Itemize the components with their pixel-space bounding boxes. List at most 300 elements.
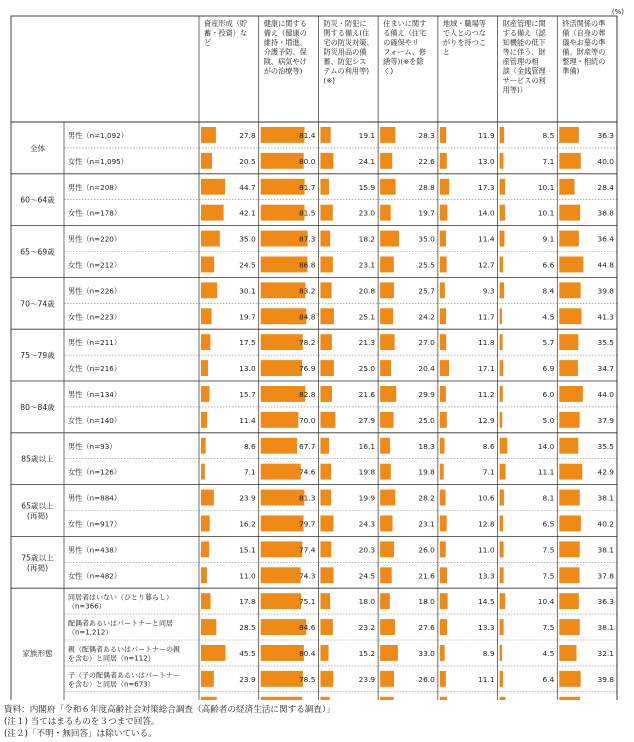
data-bar: [380, 412, 393, 428]
row-label: 男性（n=134）: [68, 389, 122, 399]
data-label: 13.3: [478, 623, 495, 633]
data-bar: [559, 567, 579, 583]
data-label: 39.8: [597, 674, 614, 684]
data-label: 12.8: [478, 519, 495, 529]
data-bar: [500, 308, 502, 324]
data-bar: [500, 516, 503, 532]
data-bar: [440, 308, 446, 324]
data-label: 86.8: [298, 260, 316, 270]
data-label: 11.1: [537, 467, 555, 477]
data-bar: [440, 412, 447, 428]
data-bar: [559, 127, 578, 143]
data-label: 44.8: [597, 260, 614, 270]
data-label: 84.8: [298, 312, 316, 322]
data-label: 7.1: [482, 467, 495, 477]
column-header-line: テムの利用等): [323, 66, 370, 76]
data-bar: [320, 671, 333, 687]
data-bar: [500, 231, 505, 247]
group-label: 75歳以上: [21, 553, 54, 563]
data-label: 8.4: [542, 286, 555, 296]
data-bar: [261, 593, 301, 609]
data-label: 29.9: [418, 389, 435, 399]
data-bar: [320, 567, 333, 583]
data-label: 8.6: [243, 441, 256, 451]
data-label: 28.2: [418, 493, 435, 503]
data-label: 6.9: [542, 364, 555, 374]
data-label: 38.8: [597, 208, 614, 218]
data-bar: [201, 334, 210, 350]
data-label: 6.0: [542, 389, 555, 399]
data-label: 10.1: [537, 208, 555, 218]
data-label: 35.5: [597, 338, 614, 348]
data-label: 8.1: [542, 493, 555, 503]
data-bar: [320, 231, 330, 247]
data-label: 40.2: [597, 519, 614, 529]
data-bar: [500, 593, 506, 609]
data-bar: [201, 282, 217, 298]
data-label: 25.0: [358, 364, 376, 374]
data-label: 74.6: [298, 467, 316, 477]
data-label: 19.9: [358, 493, 376, 503]
data-label: 81.5: [298, 208, 316, 218]
row-label: を含む）と同居（n=673）: [68, 680, 155, 689]
data-bar: [201, 567, 207, 583]
data-label: 79.7: [298, 519, 316, 529]
data-bar: [261, 360, 302, 376]
data-bar: [380, 619, 395, 635]
data-label: 21.6: [358, 389, 376, 399]
data-bar: [380, 127, 395, 143]
data-bar: [320, 153, 333, 169]
data-label: 36.3: [597, 597, 614, 607]
data-label: 36.3: [597, 130, 614, 140]
data-bar: [320, 541, 331, 557]
column-header-line: く): [383, 66, 394, 76]
data-label: 28.4: [597, 182, 614, 192]
data-label: 7.5: [542, 623, 555, 633]
data-label: 5.7: [542, 338, 555, 348]
group-label: 75～79歳: [20, 351, 55, 361]
data-label: 23.9: [239, 674, 256, 684]
data-label: 35.5: [597, 441, 614, 451]
data-bar: [201, 671, 214, 687]
column-header-line: する備え（認: [502, 28, 546, 38]
data-label: 44.0: [597, 389, 614, 399]
data-label: 17.8: [239, 597, 256, 607]
data-label: 4.5: [542, 648, 555, 658]
column-header-line: 整理・相続の: [562, 57, 606, 66]
data-bar: [559, 412, 579, 428]
column-header-line: 蓄・投資）な: [204, 28, 248, 38]
row-label: 親（配偶者あるいはパートナーの親: [68, 645, 180, 654]
column-header-line: の確保やリ: [383, 38, 420, 47]
data-label: 13.3: [478, 571, 495, 581]
data-bar: [440, 360, 449, 376]
data-label: 74.3: [298, 571, 316, 581]
column-header-line: がりを持つこ: [442, 38, 486, 47]
data-label: 25.7: [418, 286, 435, 296]
group-label: (再掲): [26, 511, 49, 521]
data-label: 44.7: [239, 182, 256, 192]
data-bar: [500, 127, 505, 143]
row-label: 女性（n=140）: [68, 415, 122, 425]
data-bar: [201, 438, 206, 454]
row-label: 男性（n=220）: [68, 234, 122, 244]
data-label: 7.5: [542, 571, 555, 581]
column-header-line: で人とのつな: [442, 28, 486, 38]
column-header-line: 準備): [562, 66, 580, 76]
data-label: 24.1: [358, 156, 376, 166]
data-bar: [500, 282, 505, 298]
data-label: 24.2: [418, 312, 435, 322]
data-bar: [320, 645, 328, 661]
data-label: 10.1: [537, 182, 555, 192]
data-bar: [201, 360, 208, 376]
data-label: 15.2: [358, 648, 376, 658]
data-label: 14.0: [537, 441, 555, 451]
data-bar: [380, 645, 398, 661]
data-label: 7.1: [243, 467, 256, 477]
data-bar: [500, 257, 504, 273]
data-bar: [559, 516, 581, 532]
data-label: 12.7: [478, 260, 495, 270]
data-label: 13.0: [478, 156, 495, 166]
data-label: 77.4: [298, 545, 316, 555]
data-bar: [261, 697, 303, 700]
data-label: 16.1: [358, 441, 376, 451]
data-bar: [440, 179, 449, 195]
data-label: 87.3: [298, 234, 316, 244]
source-notes: [4, 704, 335, 740]
row-label: 配偶者あるいはパートナーと同居: [68, 619, 173, 628]
row-label: 子（子の配偶者あるいはパートナー: [68, 671, 180, 680]
data-bar: [380, 541, 394, 557]
data-bar: [559, 438, 578, 454]
column-header-line: 防災用品の備: [323, 47, 367, 57]
data-bar: [261, 645, 304, 661]
data-bar: [440, 567, 447, 583]
data-label: 35.0: [418, 234, 435, 244]
data-bar: [380, 153, 392, 169]
row-label: 男性（n=211）: [68, 338, 122, 348]
data-label: 9.3: [482, 286, 495, 296]
data-label: 23.1: [358, 260, 376, 270]
data-label: 18.0: [418, 597, 435, 607]
data-bar: [440, 153, 447, 169]
data-bar: [380, 567, 392, 583]
data-label: 33.0: [418, 648, 435, 658]
data-bar: [440, 541, 446, 557]
data-label: 20.8: [358, 286, 376, 296]
data-bar: [201, 697, 217, 700]
column-header-line: 健康に関する: [263, 19, 307, 28]
data-label: 12.9: [478, 415, 495, 425]
data-label: 21.3: [358, 338, 376, 348]
data-label: 11.0: [478, 545, 495, 555]
group-label: 80～84歳: [20, 402, 55, 412]
data-label: 11.8: [478, 338, 495, 348]
data-label: 15.7: [239, 389, 256, 399]
data-bar: [440, 464, 444, 480]
data-label: 67.7: [298, 441, 316, 451]
data-bar: [201, 386, 209, 402]
data-bar: [500, 386, 503, 402]
data-label: 34.7: [597, 364, 614, 374]
data-bar: [261, 567, 301, 583]
data-bar: [320, 127, 330, 143]
data-bar: [261, 127, 305, 143]
data-label: 25.1: [358, 312, 376, 322]
column-header-line: 用等)）: [502, 85, 527, 95]
data-label: 20.4: [418, 364, 435, 374]
data-label: 18.2: [358, 234, 376, 244]
data-label: 38.1: [597, 493, 614, 503]
group-label: 全体: [29, 143, 46, 153]
column-header-line: る備え（住宅: [383, 28, 427, 38]
data-label: 35.0: [239, 234, 256, 244]
source-line: 資料：内閣府「令和６年度高齢社会対策総合調査（高齢者の経済生活に関する調査）」: [4, 705, 335, 715]
row-label: 男性（n=226）: [68, 286, 122, 296]
data-bar: [500, 179, 505, 195]
data-label: 11.4: [239, 415, 256, 425]
data-label: 28.5: [239, 623, 256, 633]
data-bar: [500, 153, 504, 169]
row-label: 女性（n=126）: [68, 467, 122, 477]
data-label: 41.3: [597, 312, 614, 322]
data-bar: [320, 464, 331, 480]
column-header-line: 関する備え(住: [323, 28, 370, 38]
data-label: 27.9: [358, 415, 376, 425]
data-bar: [440, 593, 448, 609]
data-label: 26.0: [418, 674, 435, 684]
data-label: 80.0: [298, 156, 316, 166]
row-label: 女性（n=917）: [68, 519, 122, 529]
data-bar: [320, 490, 331, 506]
data-label: 27.0: [418, 338, 435, 348]
data-bar: [261, 541, 303, 557]
data-label: 17.1: [478, 364, 495, 374]
column-header-line: 地域・職場等: [442, 19, 486, 28]
data-label: 76.9: [298, 364, 316, 374]
data-bar: [559, 697, 580, 700]
data-bar: [559, 282, 580, 298]
data-label: 19.8: [418, 467, 435, 477]
data-label: 70.0: [298, 415, 316, 425]
data-label: 23.9: [358, 674, 376, 684]
data-label: 27.8: [239, 130, 256, 140]
data-bar: [201, 412, 207, 428]
data-label: 11.1: [478, 674, 495, 684]
data-label: 37.9: [597, 415, 614, 425]
group-label: 60～64歳: [20, 195, 55, 205]
data-label: 78.5: [298, 674, 316, 684]
data-label: 19.1: [358, 130, 376, 140]
data-label: 10.6: [478, 493, 495, 503]
data-bar: [440, 645, 445, 661]
column-header-line: 備、財産等の: [562, 47, 606, 57]
data-bar: [201, 645, 225, 661]
data-label: 14.0: [478, 208, 495, 218]
column-header-line: 険、病気やけ: [263, 57, 307, 66]
data-label: 24.5: [239, 260, 256, 270]
data-label: 21.6: [418, 571, 435, 581]
data-bar: [559, 645, 576, 661]
data-bar: [320, 360, 333, 376]
data-label: 7.1: [542, 156, 555, 166]
data-bar: [500, 334, 503, 350]
data-bar: [201, 593, 211, 609]
data-bar: [440, 516, 447, 532]
data-label: 11.4: [478, 234, 495, 244]
data-bar: [559, 153, 580, 169]
column-header-line: 蓄、防犯シス: [323, 57, 367, 66]
data-bar: [380, 697, 394, 700]
data-bar: [380, 360, 391, 376]
column-header-line: 知機能の低下: [502, 38, 546, 47]
data-bar: [320, 412, 335, 428]
data-bar: [440, 386, 446, 402]
data-bar: [261, 464, 301, 480]
data-bar: [201, 464, 205, 480]
row-label: 男性（n=1,092）: [68, 130, 128, 140]
data-label: 11.2: [478, 389, 495, 399]
column-header-line: 終活関係の準: [562, 19, 606, 28]
data-bar: [380, 205, 391, 221]
group-label: 家族形態: [22, 648, 53, 658]
data-bar: [380, 386, 396, 402]
data-bar: [500, 645, 502, 661]
row-label: 男性（n=93）: [68, 441, 117, 451]
row-label: 女性（n=178）: [68, 208, 122, 218]
data-label: 20.5: [239, 156, 256, 166]
note-1: (注１) 当てはまるものを３つまで回答。: [4, 717, 160, 727]
data-bar: [380, 334, 395, 350]
unit-label: (%): [611, 8, 624, 16]
data-label: 11.7: [478, 312, 495, 322]
column-header-line: 備（自身の葬: [562, 28, 606, 38]
data-bar: [559, 490, 579, 506]
data-bar: [380, 464, 391, 480]
data-bar: [320, 282, 331, 298]
column-header-line: 談（金銭管理: [502, 66, 546, 76]
data-label: 27.6: [418, 623, 435, 633]
data-bar: [380, 231, 399, 247]
data-bar: [559, 593, 578, 609]
data-label: 14.5: [478, 597, 495, 607]
row-label: 同居者はいない（ひとり暮らし）: [68, 593, 173, 602]
data-label: 80.4: [298, 648, 316, 658]
row-label: 男性（n=884）: [68, 493, 122, 503]
row-label: （n=366）: [68, 602, 106, 611]
data-bar: [500, 619, 504, 635]
data-bar: [559, 360, 578, 376]
data-label: 19.7: [418, 208, 435, 218]
data-bar: [201, 205, 224, 221]
data-label: 22.6: [418, 156, 435, 166]
data-label: 10.4: [537, 597, 555, 607]
data-label: 84.6: [298, 623, 316, 633]
column-header-line: 宅の防災対策、: [323, 38, 374, 47]
column-header-line: 産管理の相: [502, 57, 539, 66]
row-label: 女性（n=212）: [68, 260, 122, 270]
data-label: 6.5: [542, 519, 555, 529]
data-label: 23.0: [358, 208, 376, 218]
data-bar: [320, 516, 333, 532]
column-header-line: 儀やお墓の準: [562, 38, 606, 47]
data-label: 38.1: [597, 545, 614, 555]
column-header-line: がの治療等): [263, 66, 303, 76]
column-header-line: 介護予防、保: [263, 47, 307, 57]
data-bar: [500, 205, 505, 221]
data-label: 19.7: [239, 312, 256, 322]
data-label: 17.3: [478, 182, 495, 192]
data-label: 26.0: [418, 545, 435, 555]
data-label: 16.2: [239, 519, 256, 529]
data-label: 30.1: [239, 286, 256, 296]
data-bar: [440, 257, 447, 273]
data-bar: [500, 438, 508, 454]
data-bar: [320, 619, 332, 635]
column-header-line: と: [442, 47, 451, 57]
data-bar: [559, 541, 579, 557]
data-label: 5.0: [542, 415, 555, 425]
data-label: 11.9: [478, 130, 495, 140]
data-label: 36.4: [597, 234, 614, 244]
data-bar: [500, 541, 504, 557]
data-bar: [559, 231, 579, 247]
data-bar: [201, 127, 216, 143]
row-label: 男性（n=208）: [68, 182, 122, 192]
data-label: 45.5: [239, 648, 256, 658]
row-label: 男性（n=438）: [68, 545, 122, 555]
column-header-line: サービスの利: [502, 76, 546, 85]
data-bar: [440, 282, 445, 298]
data-label: 25.5: [418, 260, 435, 270]
data-bar: [201, 257, 214, 273]
row-label: を含む）と同居（n=112）: [68, 654, 155, 663]
data-label: 6.4: [542, 674, 555, 684]
data-label: 38.1: [597, 623, 614, 633]
row-label: （n=1,212）: [68, 628, 113, 637]
data-label: 81.3: [298, 493, 316, 503]
data-label: 11.0: [239, 571, 256, 581]
data-bar: [261, 516, 304, 532]
group-label: (再掲): [26, 563, 49, 573]
data-bar: [320, 334, 331, 350]
data-label: 40.0: [597, 156, 614, 166]
data-label: 23.2: [358, 623, 376, 633]
data-bar: [500, 360, 504, 376]
column-header-line: (※): [323, 76, 336, 85]
data-label: 25.0: [418, 415, 435, 425]
data-label: 42.1: [239, 208, 256, 218]
data-label: 83.2: [298, 286, 316, 296]
data-bar: [559, 464, 582, 480]
data-label: 75.1: [298, 597, 316, 607]
group-label: 85歳以上: [21, 454, 54, 464]
column-header-line: 財産管理に関: [502, 19, 546, 28]
data-bar: [320, 308, 333, 324]
row-label: 女性（n=223）: [68, 312, 122, 322]
data-label: 8.6: [482, 441, 495, 451]
column-header-line: 等に伴う、財: [502, 47, 546, 57]
data-label: 13.0: [239, 364, 256, 374]
data-label: 7.5: [542, 545, 555, 555]
data-bar: [440, 697, 447, 700]
data-label: 23.9: [239, 493, 256, 503]
data-label: 15.9: [358, 182, 376, 192]
row-label: 女性（n=482）: [68, 571, 122, 581]
